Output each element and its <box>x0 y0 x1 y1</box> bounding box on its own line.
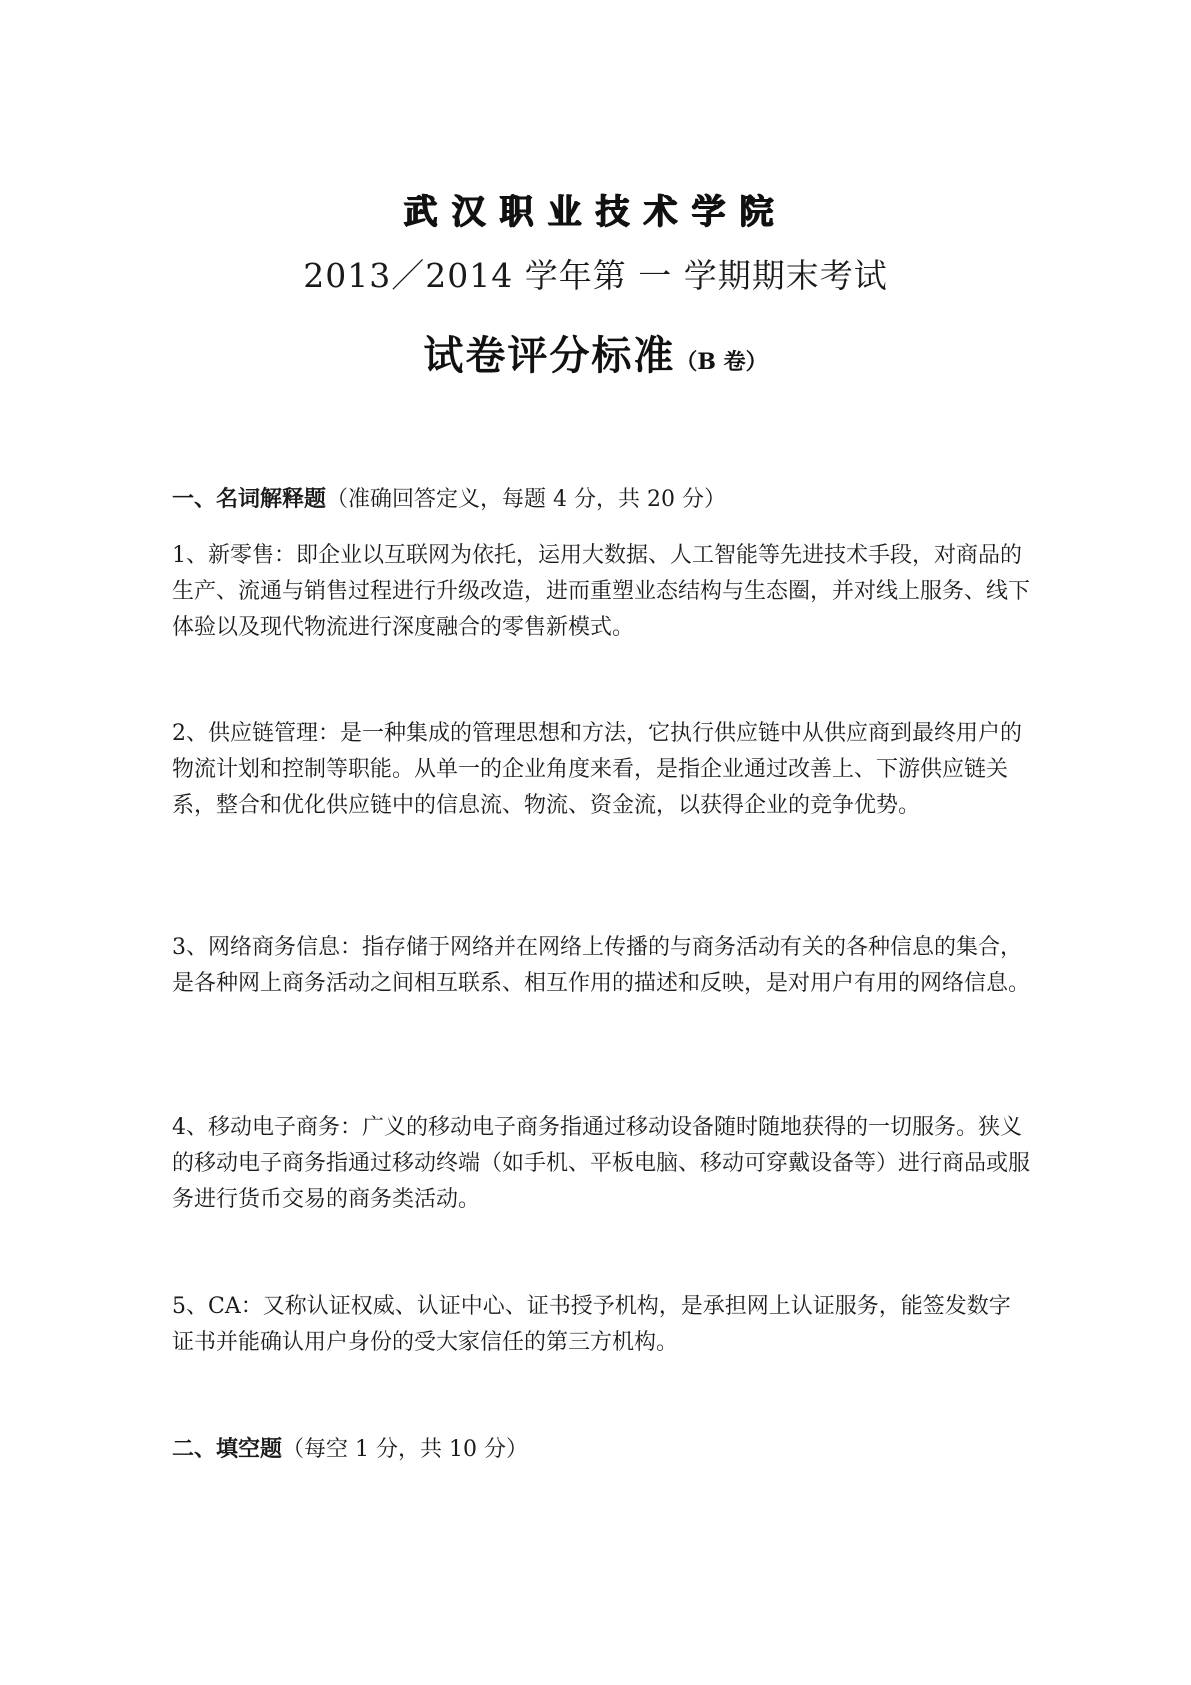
section2-note: （每空 1 分，共 10 分） <box>282 1437 528 1462</box>
title-main: 试卷评分标准 <box>423 333 676 379</box>
title-paper-label: （B 卷） <box>675 349 768 375</box>
definition-text: 广义的移动电子商务指通过移动设备随时随地获得的一切服务。狭义的移动电子商务指通过移动终端（如手机、平板电脑、移动可穿戴设备等）进行商品或服务进行货币交易的商务类活动。 <box>172 1115 1031 1212</box>
definition-item-3 <box>172 930 1032 1002</box>
definition-term: 3、网络商务信息： <box>172 935 362 960</box>
definition-item-4 <box>172 1110 1032 1218</box>
section1-note: （准确回答定义，每题 4 分，共 20 分） <box>326 487 726 512</box>
definition-text: 指存储于网络并在网络上传播的与商务活动有关的各种信息的集合，是各种网上商务活动之间相互联系、相互作用的描述和反映，是对用户有用的网络信息。 <box>172 935 1031 996</box>
definition-text: 又称认证权威、认证中心、证书授予机构，是承担网上认证服务，能签发数字证书并能确认用户身份的受大家信任的第三方机构。 <box>172 1294 1011 1355</box>
definition-term: 5、CA： <box>172 1294 263 1319</box>
document-title <box>0 324 1191 381</box>
definition-term: 2、供应链管理： <box>172 721 340 746</box>
definition-item-1 <box>172 538 1032 646</box>
definition-text: 即企业以互联网为依托，运用大数据、人工智能等先进技术手段，对商品的生产、流通与销售过程进行升级改造，进而重塑业态结构与生态圈，并对线上服务、线下体验以及现代物流进行深度融合的零售新模式。 <box>172 543 1031 640</box>
school-name: 武汉职业技术学院 <box>403 192 788 232</box>
definition-item-2 <box>172 716 1032 824</box>
definition-text: 是一种集成的管理思想和方法，它执行供应链中从供应商到最终用户的物流计划和控制等职能。从单一的企业角度来看，是指企业通过改善上、下游供应链关系，整合和优化供应链中的信息流、物流、资金流，以获得企业的竞争优势。 <box>172 721 1023 818</box>
section2-label: 二、填空题 <box>172 1437 283 1462</box>
section1-heading <box>172 482 726 513</box>
section2-heading <box>172 1432 528 1463</box>
section1-label: 一、名词解释题 <box>172 487 327 512</box>
definition-term: 4、移动电子商务： <box>172 1115 362 1140</box>
exam-term: 2013／2014 学年第 一 学期期末考试 <box>303 256 888 295</box>
definition-term: 1、新零售： <box>172 543 296 568</box>
definition-item-5 <box>172 1289 1032 1361</box>
